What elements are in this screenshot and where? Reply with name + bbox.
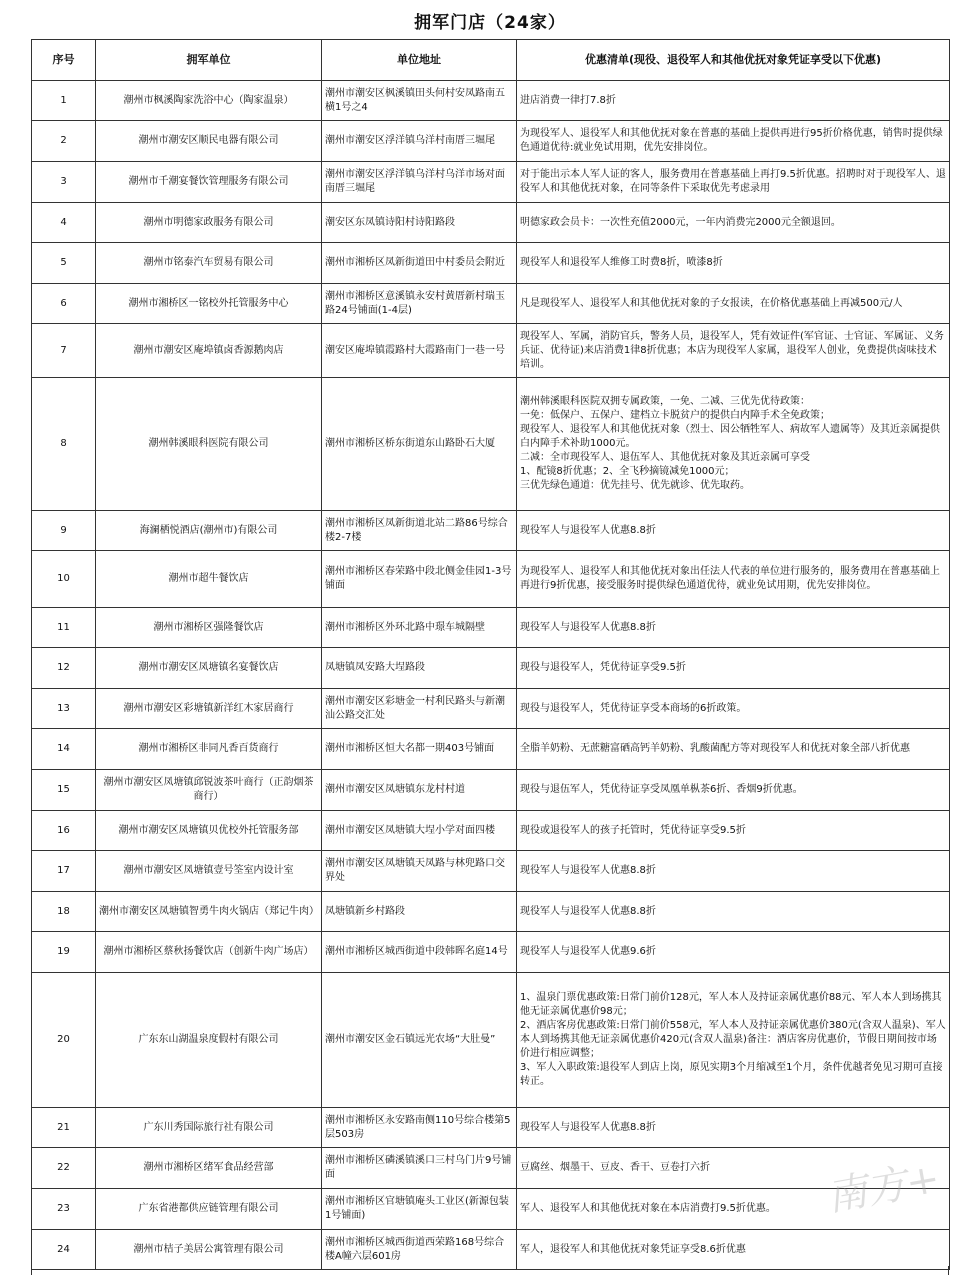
cell-benefit: 现役或退役军人的孩子托管时，凭优待证享受9.5折 <box>517 811 950 851</box>
cell-no: 2 <box>32 121 96 162</box>
cell-unit: 潮州市枫溪陶家洗浴中心（陶家温泉） <box>96 81 322 121</box>
cell-no: 5 <box>32 243 96 284</box>
cell-unit: 潮州市湘桥区非同凡香百货商行 <box>96 729 322 770</box>
table-row <box>32 1108 950 1148</box>
cell-benefit: 现役军人和退役军人维修工时费8折，喷漆8折 <box>517 243 950 284</box>
cell-unit: 广东省港都供应链管理有限公司 <box>96 1189 322 1230</box>
cell-address: 凤塘镇凤安路大埕路段 <box>322 648 517 689</box>
cell-address: 潮州市湘桥区恒大名都一期403号铺面 <box>322 729 517 770</box>
cell-unit: 潮州市湘桥区绪军食品经营部 <box>96 1148 322 1189</box>
cell-unit: 广东东山湖温泉度假村有限公司 <box>96 973 322 1108</box>
cell-address: 潮州市湘桥区城西街道西荣路168号综合楼A幢六层601房 <box>322 1230 517 1270</box>
cell-benefit: 对于能出示本人军人证的客人，服务费用在普惠基础上再打9.5折优惠。招聘时对于现役军人、退役军人和其他优抚对象，在同等条件下采取优先考虑录用 <box>517 162 950 203</box>
cell-address: 潮州市潮安区凤塘镇天凤路与林兜路口交界处 <box>322 851 517 892</box>
cell-benefit: 现役军人与退役军人优惠8.8折 <box>517 851 950 892</box>
cell-address: 潮州市潮安区浮洋镇乌洋村南厝三堀尾 <box>322 121 517 162</box>
cell-address: 潮州市潮安区凤塘镇东龙村村道 <box>322 770 517 811</box>
header-unit: 拥军单位 <box>96 40 322 81</box>
header-address: 单位地址 <box>322 40 517 81</box>
cell-unit: 潮州市千潮宴餐饮管理服务有限公司 <box>96 162 322 203</box>
table-row <box>32 851 950 892</box>
cell-no: 13 <box>32 689 96 729</box>
page-title: 拥军门店（24家） <box>414 13 566 33</box>
cell-unit: 潮州市潮安区凤塘镇名宴餐饮店 <box>96 648 322 689</box>
cell-unit: 潮州市潮安区庵埠镇卤香源鹅肉店 <box>96 324 322 378</box>
cell-address: 潮安区庵埠镇霞路村大霞路南门一巷一号 <box>322 324 517 378</box>
table-row <box>32 1148 950 1189</box>
table-row <box>32 162 950 203</box>
cell-unit: 潮州市湘桥区蔡秋扬餐饮店（创新牛肉广场店） <box>96 932 322 973</box>
cell-unit: 潮州市湘桥区一铭校外托管服务中心 <box>96 284 322 324</box>
table-row <box>32 608 950 648</box>
table-row <box>32 932 950 973</box>
cell-benefit: 军人、退役军人和其他优抚对象在本店消费打9.5折优惠。 <box>517 1189 950 1230</box>
cell-unit: 潮州市潮安区凤塘镇贝优校外托管服务部 <box>96 811 322 851</box>
cell-no: 7 <box>32 324 96 378</box>
table-row <box>32 243 950 284</box>
cell-unit: 潮州市潮安区凤塘镇壹号筌室内设计室 <box>96 851 322 892</box>
cell-address: 潮州市潮安区枫溪镇田头何村安凤路南五横1号之4 <box>322 81 517 121</box>
table-row <box>32 729 950 770</box>
cell-unit: 潮州韩溪眼科医院有限公司 <box>96 378 322 511</box>
cell-benefit: 现役军人、军属，消防官兵，警务人员，退役军人，凭有效证件(军官证、士官证、军属证、义务兵证、优待证)来店消费1律8折优惠；本店为现役军人家属，退役军人创业，免费提供卤味技术培训。 <box>517 324 950 378</box>
cell-address: 潮州市潮安区浮洋镇乌洋村乌洋市场对面南厝三堀尾 <box>322 162 517 203</box>
cell-address: 潮州市湘桥区永安路南侧110号综合楼第5层503房 <box>322 1108 517 1148</box>
store-table <box>31 39 950 1270</box>
watermark-logo: 南方+ <box>823 1155 944 1221</box>
cell-address: 潮州市湘桥区意溪镇永安村黄厝新村瑞玉路24号铺面(1-4层) <box>322 284 517 324</box>
table-row <box>32 284 950 324</box>
cell-no: 6 <box>32 284 96 324</box>
cell-no: 9 <box>32 511 96 551</box>
table-continuation-border <box>31 1266 949 1275</box>
table-row <box>32 81 950 121</box>
cell-address: 潮州市湘桥区外环北路中璟车城隔壁 <box>322 608 517 648</box>
cell-benefit: 军人，退役军人和其他优抚对象凭证享受8.6折优惠 <box>517 1230 950 1270</box>
table-row <box>32 689 950 729</box>
cell-unit: 潮州市湘桥区强隆餐饮店 <box>96 608 322 648</box>
cell-benefit: 全脂羊奶粉、无蔗糖富硒高钙羊奶粉、乳酸菌配方等对现役军人和优抚对象全部八折优惠 <box>517 729 950 770</box>
cell-no: 18 <box>32 892 96 932</box>
cell-benefit: 现役军人与退役军人优惠8.8折 <box>517 511 950 551</box>
cell-address: 潮州市湘桥区凤新街道田中村委员会附近 <box>322 243 517 284</box>
cell-no: 20 <box>32 973 96 1108</box>
cell-benefit: 现役军人与退役军人优惠8.8折 <box>517 892 950 932</box>
cell-address: 潮州市潮安区金石镇远光农场“大肚曼” <box>322 973 517 1108</box>
table-body <box>32 81 950 1270</box>
cell-benefit: 现役军人与退役军人优惠8.8折 <box>517 608 950 648</box>
cell-no: 4 <box>32 203 96 243</box>
cell-benefit: 明德家政会员卡：一次性充值2000元，一年内消费完2000元全额退回。 <box>517 203 950 243</box>
cell-unit: 广东川秀国际旅行社有限公司 <box>96 1108 322 1148</box>
cell-address: 潮州市湘桥区磷溪镇溪口三村乌门片9号铺面 <box>322 1148 517 1189</box>
cell-benefit: 1、温泉门票优惠政策:日常门前价128元，军人本人及持证亲属优惠价88元、军人本人到场携其他无证亲属优惠价98元； 2、酒店客房优惠政策:日常门前价558元，军人本人及持证亲属优惠价380元(含双人温泉)、军人本人到场携其他无证亲属优惠价420元(含双人温泉)备注：酒店客房优惠价，节假日期间按市场价进行相应调整； 3、军人入职政策:退役军人到店上岗，原见实期3个月缩减至1个月，条件优越者免见习期可直接转正。 <box>517 973 950 1108</box>
header-benefit: 优惠清单(现役、退役军人和其他优抚对象凭证享受以下优惠) <box>517 40 950 81</box>
cell-no: 23 <box>32 1189 96 1230</box>
cell-unit: 潮州市明德家政服务有限公司 <box>96 203 322 243</box>
cell-no: 17 <box>32 851 96 892</box>
table-row <box>32 648 950 689</box>
cell-benefit: 现役军人与退役军人优惠8.8折 <box>517 1108 950 1148</box>
cell-unit: 潮州市铭泰汽车贸易有限公司 <box>96 243 322 284</box>
cell-benefit: 进店消费一律打7.8折 <box>517 81 950 121</box>
table-row <box>32 121 950 162</box>
table-row <box>32 1230 950 1270</box>
cell-no: 24 <box>32 1230 96 1270</box>
cell-unit: 潮州市超牛餐饮店 <box>96 551 322 608</box>
cell-benefit: 现役与退役军人，凭优待证享受本商场的6折政策。 <box>517 689 950 729</box>
table-row <box>32 811 950 851</box>
cell-benefit: 凡是现役军人、退役军人和其他优抚对象的子女报读，在价格优惠基础上再减500元/人 <box>517 284 950 324</box>
cell-benefit: 潮州韩溪眼科医院双拥专属政策，一免、二减、三优先优待政策： 一免：低保户、五保户、建档立卡脱贫户的提供白内障手术全免政策； 现役军人、退役军人和其他优抚对象（烈士、因公牺牲军人、病故军人遗属等）及其近亲属提供白内障手术补助1000元。 二减：全市现役军人、退伍军人、其他优抚对象及其近亲属可享受 1、配镜8折优惠；2、全飞秒摘镜减免1000元； 三优先绿色通道：优先挂号、优先就诊、优先取药。 <box>517 378 950 511</box>
cell-no: 19 <box>32 932 96 973</box>
cell-address: 潮州市湘桥区凤新街道北站二路86号综合楼2-7楼 <box>322 511 517 551</box>
cell-benefit: 现役军人与退役军人优惠9.6折 <box>517 932 950 973</box>
table-row <box>32 378 950 511</box>
table-row <box>32 973 950 1108</box>
cell-unit: 潮州市潮安区凤塘镇邱锐波茶叶商行（正韵烟茶商行） <box>96 770 322 811</box>
cell-no: 15 <box>32 770 96 811</box>
table-row <box>32 551 950 608</box>
cell-address: 潮州市湘桥区桥东街道东山路卧石大厦 <box>322 378 517 511</box>
table-row <box>32 203 950 243</box>
cell-no: 21 <box>32 1108 96 1148</box>
cell-no: 16 <box>32 811 96 851</box>
cell-benefit: 现役与退役军人，凭优待证享受9.5折 <box>517 648 950 689</box>
cell-no: 1 <box>32 81 96 121</box>
cell-no: 11 <box>32 608 96 648</box>
table-row <box>32 511 950 551</box>
cell-benefit: 现役与退伍军人，凭优待证享受凤凰单枞茶6折、香烟9折优惠。 <box>517 770 950 811</box>
cell-unit: 潮州市潮安区彩塘镇新洋红木家居商行 <box>96 689 322 729</box>
cell-benefit: 豆腐丝、烟墨干、豆皮、香干、豆卷打六折 <box>517 1148 950 1189</box>
cell-unit: 潮州市潮安区凤塘镇智勇牛肉火锅店（郑记牛肉） <box>96 892 322 932</box>
cell-address: 潮州市潮安区凤塘镇大埕小学对面四楼 <box>322 811 517 851</box>
cell-address: 潮州市湘桥区春荣路中段北侧金佳园1-3号铺面 <box>322 551 517 608</box>
table-row <box>32 892 950 932</box>
cell-no: 12 <box>32 648 96 689</box>
cell-unit: 潮州市桔子美居公寓管理有限公司 <box>96 1230 322 1270</box>
table-row <box>32 1189 950 1230</box>
cell-address: 潮州市湘桥区官塘镇庵头工业区(新源包装1号铺面) <box>322 1189 517 1230</box>
cell-benefit: 为现役军人、退役军人和其他优抚对象出任法人代表的单位进行服务的，服务费用在普惠基础上再进行9折优惠，接受服务时提供绿色通道优待，就业免试用期，优先安排岗位。 <box>517 551 950 608</box>
cell-address: 凤塘镇新乡村路段 <box>322 892 517 932</box>
cell-address: 潮州市湘桥区城西街道中段韩晖名庭14号 <box>322 932 517 973</box>
cell-no: 3 <box>32 162 96 203</box>
cell-address: 潮州市潮安区彩塘金一村利民路头与新潮汕公路交汇处 <box>322 689 517 729</box>
table-header-row <box>32 40 950 81</box>
table-row <box>32 770 950 811</box>
cell-no: 22 <box>32 1148 96 1189</box>
cell-no: 14 <box>32 729 96 770</box>
header-no: 序号 <box>32 40 96 81</box>
cell-unit: 海澜栖悦酒店(潮州市)有限公司 <box>96 511 322 551</box>
cell-unit: 潮州市潮安区顺民电器有限公司 <box>96 121 322 162</box>
cell-benefit: 为现役军人、退役军人和其他优抚对象在普惠的基础上提供再进行95折价格优惠，销售时提供绿色通道优待:就业免试用期，优先安排岗位。 <box>517 121 950 162</box>
table-row <box>32 324 950 378</box>
cell-address: 潮安区东凤镇诗阳村诗阳路段 <box>322 203 517 243</box>
cell-no: 8 <box>32 378 96 511</box>
cell-no: 10 <box>32 551 96 608</box>
